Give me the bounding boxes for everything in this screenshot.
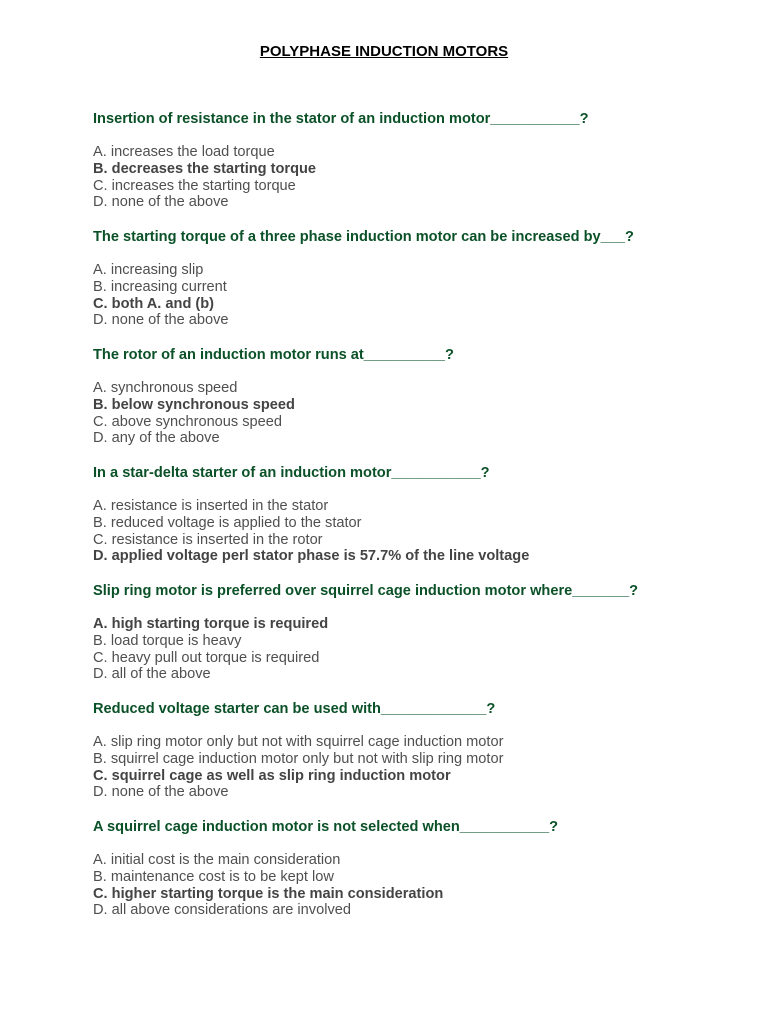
option-b: B. reduced voltage is applied to the stator xyxy=(93,514,362,531)
question-text: A squirrel cage induction motor is not selected when___________? xyxy=(93,819,558,835)
option-d: D. all of the above xyxy=(93,666,211,683)
option-b: B. maintenance cost is to be kept low xyxy=(93,868,334,885)
option-a: A. resistance is inserted in the stator xyxy=(93,498,329,514)
question-block-1 xyxy=(93,110,733,228)
option-b: B. load torque is heavy xyxy=(93,632,242,649)
option-a: A. synchronous speed xyxy=(93,380,238,396)
question-list xyxy=(93,110,733,936)
option-c: C. resistance is inserted in the rotor xyxy=(93,531,323,548)
option-b-correct: B. decreases the starting torque xyxy=(93,160,317,177)
question-text: Insertion of resistance in the stator of an induction motor___________? xyxy=(93,111,589,127)
question-text: The starting torque of a three phase induction motor can be increased by___? xyxy=(93,229,634,245)
option-d: D. all above considerations are involved xyxy=(93,902,351,919)
option-a: A. slip ring motor only but not with squirrel cage induction motor xyxy=(93,734,504,750)
option-c-correct: C. squirrel cage as well as slip ring induction motor xyxy=(93,767,451,784)
question-text: The rotor of an induction motor runs at__________? xyxy=(93,347,454,363)
question-block-4 xyxy=(93,464,733,582)
option-b-correct: B. below synchronous speed xyxy=(93,396,295,413)
question-block-5 xyxy=(93,582,733,700)
document-title: POLYPHASE INDUCTION MOTORS xyxy=(259,43,509,60)
option-a: A. initial cost is the main consideration xyxy=(93,852,341,868)
option-a: A. increasing slip xyxy=(93,262,204,278)
question-text: Slip ring motor is preferred over squirrel cage induction motor where_______? xyxy=(93,583,638,599)
question-text: Reduced voltage starter can be used with_____________? xyxy=(93,701,496,717)
option-c: C. increases the starting torque xyxy=(93,177,296,194)
option-a: A. increases the load torque xyxy=(93,144,275,160)
option-d: D. any of the above xyxy=(93,430,220,447)
option-c-correct: C. both A. and (b) xyxy=(93,295,215,312)
question-block-3 xyxy=(93,346,733,464)
option-c: C. above synchronous speed xyxy=(93,413,283,430)
option-c-correct: C. higher starting torque is the main consideration xyxy=(93,885,444,902)
option-b: B. increasing current xyxy=(93,278,227,295)
question-block-7 xyxy=(93,818,733,936)
option-d-correct: D. applied voltage perl stator phase is 57.7% of the line voltage xyxy=(93,548,530,565)
option-c: C. heavy pull out torque is required xyxy=(93,649,320,666)
option-a-correct: A. high starting torque is required xyxy=(93,616,329,632)
question-text: In a star-delta starter of an induction motor___________? xyxy=(93,465,490,481)
question-block-6 xyxy=(93,700,733,818)
option-d: D. none of the above xyxy=(93,312,229,329)
option-d: D. none of the above xyxy=(93,784,229,801)
question-block-2 xyxy=(93,228,733,346)
option-b: B. squirrel cage induction motor only but not with slip ring motor xyxy=(93,750,504,767)
option-d: D. none of the above xyxy=(93,194,229,211)
